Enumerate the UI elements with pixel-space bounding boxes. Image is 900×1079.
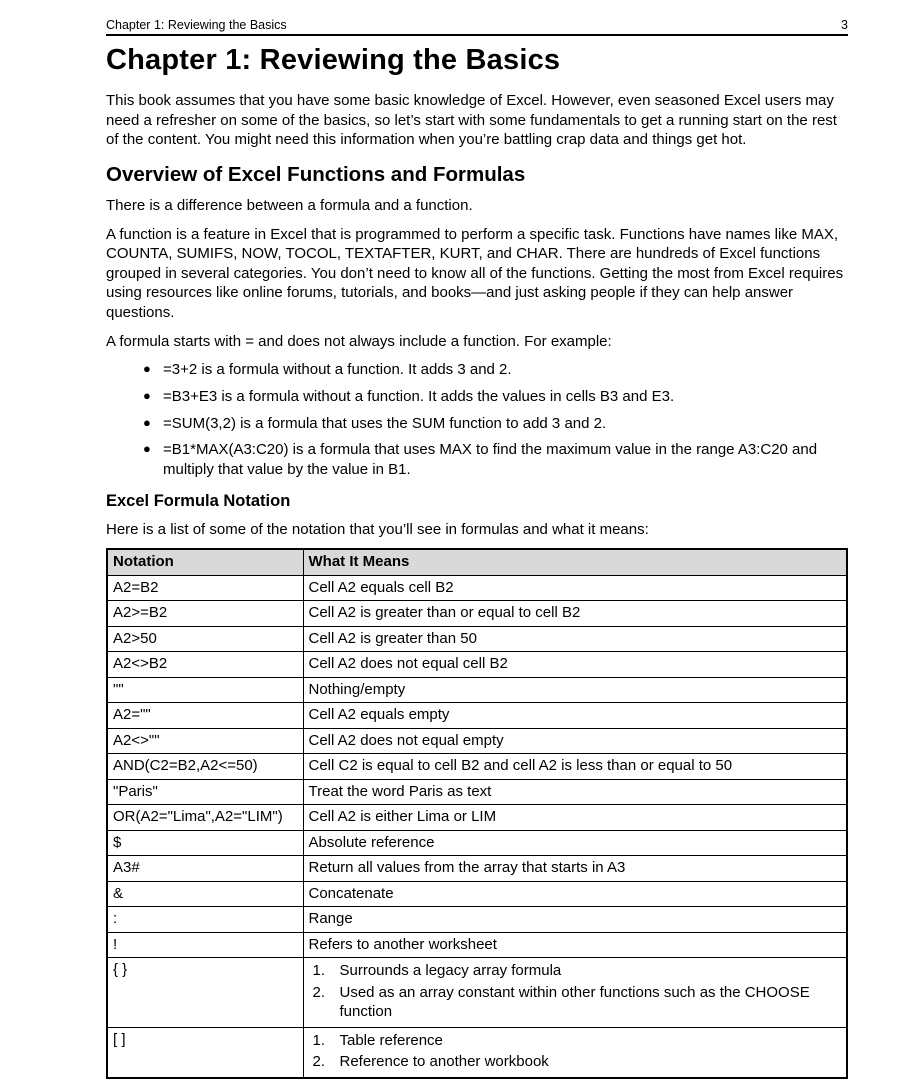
- meaning-list-item: Used as an array constant within other functions such as the CHOOSE function: [339, 983, 810, 1021]
- table-row: [107, 830, 847, 856]
- meaning-cell: Cell A2 does not equal empty: [303, 728, 847, 754]
- meaning-cell: Range: [303, 907, 847, 933]
- list-item-text: =B3+E3 is a formula without a function. It adds the values in cells B3 and E3.: [163, 388, 675, 406]
- table-row: [107, 779, 847, 805]
- meaning-list-item: Reference to another workbook: [339, 1053, 549, 1071]
- notation-cell: [ ]: [107, 1027, 303, 1078]
- notation-cell: AND(C2=B2,A2<=50): [107, 754, 303, 780]
- notation-table: [106, 548, 848, 1079]
- meaning-cell: Treat the word Paris as text: [303, 779, 847, 805]
- table-row: [107, 881, 847, 907]
- table-row: [107, 932, 847, 958]
- table-row: [107, 652, 847, 678]
- running-header-title: Chapter 1: Reviewing the Basics: [106, 18, 287, 32]
- notation-heading: Excel Formula Notation: [106, 491, 291, 510]
- table-row: [107, 626, 847, 652]
- notation-cell: A2="": [107, 703, 303, 729]
- notation-cell: :: [107, 907, 303, 933]
- chapter-title: Chapter 1: Reviewing the Basics: [106, 44, 561, 76]
- notation-cell: !: [107, 932, 303, 958]
- list-item: [106, 387, 848, 407]
- table-row: [107, 1027, 847, 1078]
- meaning-cell: Cell A2 equals empty: [303, 703, 847, 729]
- page-number: 3: [841, 18, 848, 32]
- meaning-cell: Cell A2 is greater than 50: [303, 626, 847, 652]
- bullet-icon: ●: [143, 414, 151, 430]
- meaning-cell: Cell A2 equals cell B2: [303, 575, 847, 601]
- running-header: [106, 18, 848, 36]
- bullet-icon: ●: [143, 361, 151, 377]
- notation-cell: A3#: [107, 856, 303, 882]
- paragraph-difference: There is a difference between a formula and a function.: [106, 196, 473, 214]
- bullet-icon: ●: [143, 441, 151, 457]
- meaning-list-item: Surrounds a legacy array formula: [339, 962, 562, 980]
- notation-cell: &: [107, 881, 303, 907]
- notation-intro: Here is a list of some of the notation that you’ll see in formulas and what it means:: [106, 520, 649, 538]
- notation-cell: A2=B2: [107, 575, 303, 601]
- table-header-row: [107, 549, 847, 575]
- meaning-cell: Cell A2 does not equal cell B2: [303, 652, 847, 678]
- notation-cell: "Paris": [107, 779, 303, 805]
- list-item: [106, 414, 848, 434]
- table-row: [107, 856, 847, 882]
- notation-table-head: [107, 549, 847, 575]
- meaning-cell: Nothing/empty: [303, 677, 847, 703]
- paragraph-formula: A formula starts with = and does not always include a function. For example:: [106, 332, 612, 350]
- meaning-cell: Cell A2 is greater than or equal to cell B2: [303, 601, 847, 627]
- meaning-cell: Return all values from the array that starts in A3: [303, 856, 847, 882]
- table-row: [107, 601, 847, 627]
- meaning-cell: Cell A2 is either Lima or LIM: [303, 805, 847, 831]
- notation-cell: A2>50: [107, 626, 303, 652]
- list-item-text: =3+2 is a formula without a function. It adds 3 and 2.: [163, 361, 512, 379]
- table-row: [107, 575, 847, 601]
- formula-examples-list: [106, 360, 848, 479]
- meaning-cell: Absolute reference: [303, 830, 847, 856]
- meaning-cell: [303, 958, 847, 1028]
- notation-table-body: [107, 575, 847, 1078]
- meaning-cell: Refers to another worksheet: [303, 932, 847, 958]
- list-item: [106, 440, 848, 479]
- overview-heading: Overview of Excel Functions and Formulas: [106, 162, 526, 186]
- table-header-notation: Notation: [107, 549, 303, 575]
- meaning-ordered-list: [309, 961, 842, 1022]
- table-header-meaning: What It Means: [303, 549, 847, 575]
- notation-cell: A2<>B2: [107, 652, 303, 678]
- notation-cell: { }: [107, 958, 303, 1028]
- notation-cell: A2>=B2: [107, 601, 303, 627]
- table-row: [107, 805, 847, 831]
- list-item: [106, 360, 848, 380]
- notation-cell: $: [107, 830, 303, 856]
- table-row: [107, 728, 847, 754]
- list-item-text: =B1*MAX(A3:C20) is a formula that uses MAX to find the maximum value in the range A3:C20 and multiply that value by the value in B1.: [163, 441, 818, 478]
- meaning-ordered-list: [309, 1031, 842, 1072]
- table-row: [107, 677, 847, 703]
- paragraph-function: A function is a feature in Excel that is programmed to perform a specific task. Functions have names like MAX, COUNTA, SUMIFS, NOW, TOCOL, TEXTAFTER, KURT, and CHAR. There are hundreds of Excel functions grouped in several categories. You don’t need to know all of the functions. Getting the most from Excel requires using resources like online forums, tutorials, and books—and just asking people if they can help answer questions.: [106, 225, 844, 322]
- table-row: [107, 907, 847, 933]
- notation-cell: A2<>"": [107, 728, 303, 754]
- bullet-icon: ●: [143, 388, 151, 404]
- table-row: [107, 703, 847, 729]
- table-row: [107, 754, 847, 780]
- meaning-cell: Cell C2 is equal to cell B2 and cell A2 is less than or equal to 50: [303, 754, 847, 780]
- table-row: [107, 958, 847, 1028]
- notation-cell: OR(A2="Lima",A2="LIM"): [107, 805, 303, 831]
- meaning-cell: Concatenate: [303, 881, 847, 907]
- list-item-text: =SUM(3,2) is a formula that uses the SUM function to add 3 and 2.: [163, 414, 607, 432]
- meaning-list-item: Table reference: [339, 1031, 443, 1049]
- meaning-cell: [303, 1027, 847, 1078]
- intro-paragraph: This book assumes that you have some basic knowledge of Excel. However, even seasoned Excel users may need a refresher on some of the basics, so let’s start with some fundamentals to get a running start on the rest of the content. You might need this information when you’re battling crap data and things get hot.: [106, 92, 837, 149]
- notation-cell: "": [107, 677, 303, 703]
